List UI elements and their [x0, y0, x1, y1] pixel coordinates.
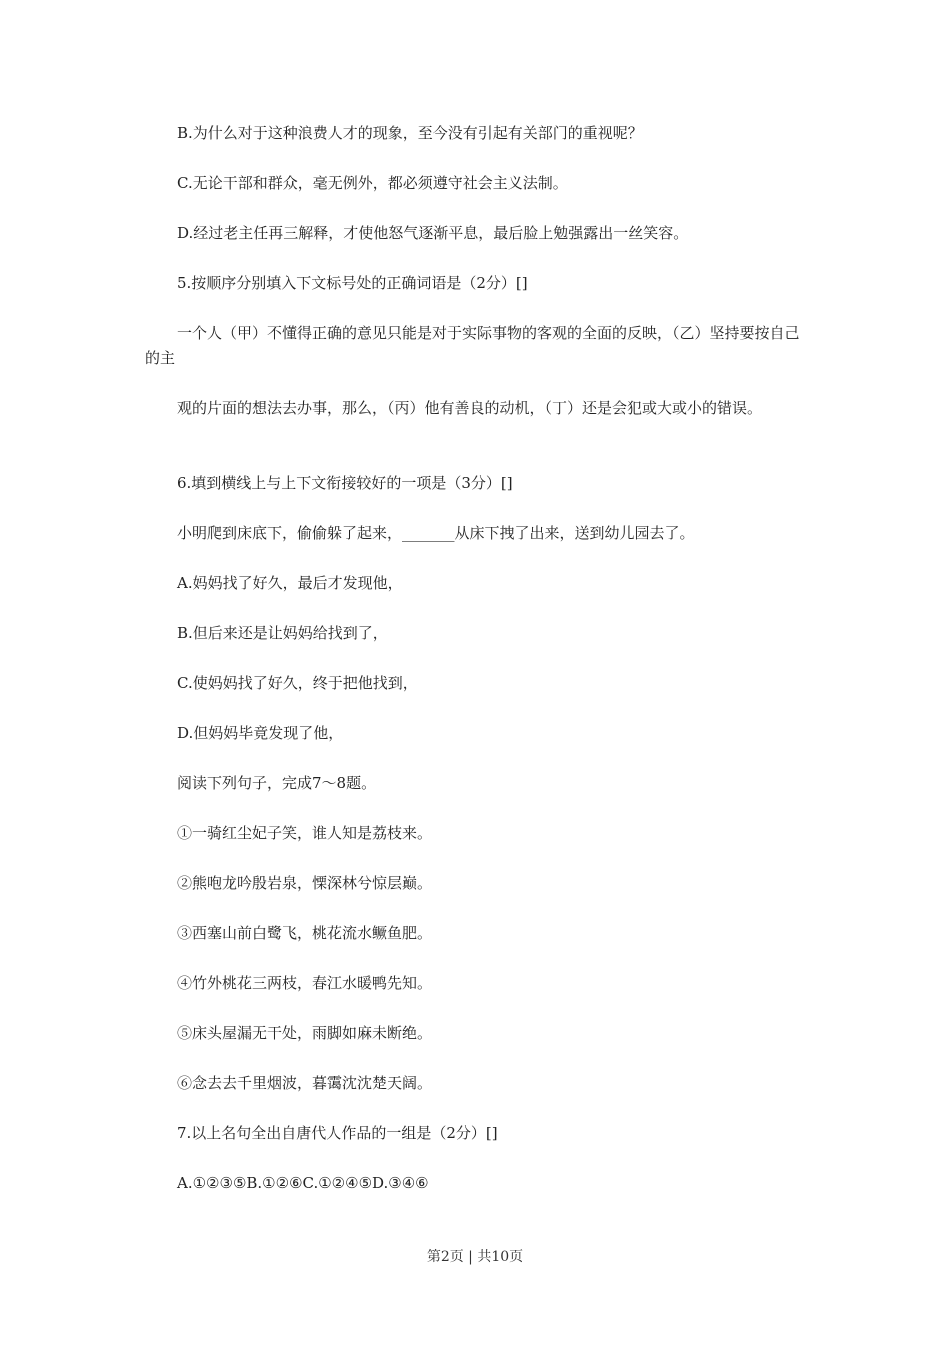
- sentence-5: ⑤床头屋漏无干处，雨脚如麻未断绝。: [177, 1024, 433, 1042]
- q6-stem: 6.填到横线上与上下文衔接较好的一项是（3分）[]: [177, 474, 513, 492]
- q4-option-d: D.经过老主任再三解释，才使他怒气逐渐平息，最后脸上勉强露出一丝笑容。: [177, 224, 689, 242]
- sentence-4: ④竹外桃花三两枝，春江水暖鸭先知。: [177, 974, 433, 992]
- q4-option-c: C.无论干部和群众，毫无例外，都必须遵守社会主义法制。: [177, 174, 568, 192]
- sentence-6: ⑥念去去千里烟波，暮霭沈沈楚天阔。: [177, 1074, 433, 1092]
- q6-option-d: D.但妈妈毕竟发现了他，: [177, 724, 344, 742]
- sentence-2: ②熊咆龙吟殷岩泉，慄深林兮惊层巅。: [177, 874, 433, 892]
- sentence-3: ③西塞山前白鹭飞，桃花流水鳜鱼肥。: [177, 924, 433, 942]
- q6-passage: 小明爬到床底下，偷偷躲了起来，_______从床下拽了出来，送到幼儿园去了。: [177, 524, 695, 542]
- sentence-1: ①一骑红尘妃子笑，谁人知是荔枝来。: [177, 824, 433, 842]
- q6-option-c: C.使妈妈找了好久，终于把他找到，: [177, 674, 418, 692]
- page-footer: 第2页 | 共10页: [426, 1249, 524, 1265]
- q5-stem: 5.按顺序分别填入下文标号处的正确词语是（2分）[]: [177, 274, 528, 292]
- reading-intro: 阅读下列句子，完成7～8题。: [177, 774, 377, 792]
- q5-passage-1: 一个人（甲）不懂得正确的意见只能是对于实际事物的客观的全面的反映，（乙）坚持要按自己的主: [145, 324, 800, 367]
- q6-option-b: B.但后来还是让妈妈给找到了，: [177, 624, 388, 642]
- q4-option-b: B.为什么对于这种浪费人才的现象，至今没有引起有关部门的重视呢？: [177, 124, 643, 142]
- q5-passage-2: 观的片面的想法去办事，那么，（丙）他有善良的动机，（丁）还是会犯或大或小的错误。: [177, 399, 763, 417]
- q6-option-a: A.妈妈找了好久，最后才发现他，: [177, 574, 403, 592]
- q7-stem: 7.以上名句全出自唐代人作品的一组是（2分）[]: [177, 1124, 498, 1142]
- q7-options: A.①②③⑤B.①②⑥C.①②④⑤D.③④⑥: [177, 1174, 429, 1192]
